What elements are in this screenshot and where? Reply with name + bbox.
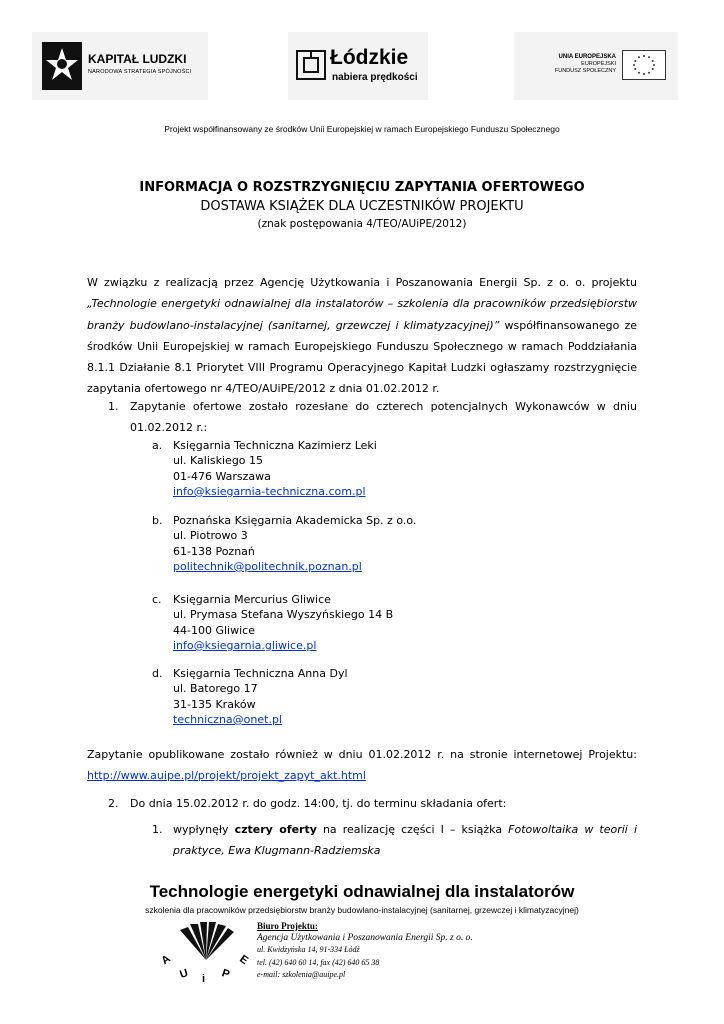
point2-number: 2. [108, 797, 119, 810]
auipe-letter-i: i [202, 973, 206, 985]
vendor-a-street: ul. Kaliskiego 15 [173, 454, 264, 468]
document-title: INFORMACJA O ROZSTRZYGNIĘCIU ZAPYTANIA OFERTOWEGO [139, 180, 585, 195]
project-office [257, 920, 473, 981]
intro-paragraph [87, 272, 637, 400]
auipe-emblem-icon [160, 918, 252, 988]
auipe-letter-p: P [220, 967, 232, 981]
lodzkie-name: Łódzkie [330, 46, 409, 69]
point1-line1: Zapytanie ofertowe zostało rozesłane do czterech potencjalnych Wykonawców w dniu [130, 400, 637, 413]
published-text: Zapytanie opublikowane zostało również w dniu 01.02.2012 r. na stronie internetowej Projektu: [87, 748, 637, 761]
vendor-a [173, 438, 377, 499]
vendor-a-name: Księgarnia Techniczna Kazimierz Leki [173, 439, 377, 452]
footer-project-subtitle: szkolenia dla pracowników przedsiębiorstw branży budowlano-instalacyjnej (sanitarnej, grzewczej i klimatyzacyjnej) [145, 905, 579, 915]
lodzkie-tagline: nabiera prędkości [332, 72, 418, 83]
vendor-b-email-link[interactable]: politechnik@politechnik.poznan.pl [173, 559, 362, 573]
auipe-letter-e: E [237, 952, 251, 968]
office-address: ul. Kwidzyńska 14, 91-334 Łódź [257, 945, 360, 955]
vendor-c-email-link[interactable]: info@ksiegarnia.gliwice.pl [173, 638, 317, 652]
point1-line2: 01.02.2012 r.: [130, 421, 208, 434]
project-url-link[interactable]: http://www.auipe.pl/projekt/projekt_zapyt_akt.html [87, 769, 366, 782]
vendor-a-email-link[interactable]: info@ksiegarnia-techniczna.com.pl [173, 484, 366, 498]
eu-flag-icon [622, 50, 666, 80]
point2-sub1-line1 [173, 819, 637, 840]
intro-project-name: „Technologie energetyki odnawialnej dla instalatorów – szkolenia dla pracowników przedsiębiorstw branży budowlano-instalacyjnej (sanitarnej, grzewczej i klimatyzacyjnej)” [87, 297, 637, 332]
point2-sub1-line2 [173, 840, 381, 861]
vendor-c-street: ul. Prymasa Stefana Wyszyńskiego 14 B [173, 608, 394, 622]
point2-text: Do dnia 15.02.2012 r. do godz. 14:00, tj. do terminu składania ofert: [130, 797, 507, 810]
kapital-ludzki-tagline: NARODOWA STRATEGIA SPÓJNOŚCI [88, 69, 192, 75]
vendor-c-letter: c. [152, 593, 162, 606]
kapital-ludzki-name: KAPITAŁ LUDZKI [88, 52, 187, 66]
point1-number: 1. [108, 400, 119, 413]
vendor-c [173, 592, 393, 653]
sub1-offers-count: cztery oferty [234, 823, 317, 836]
auipe-letter-a: A [159, 952, 173, 968]
sub1-book-title-part1: Fotowoltaika w teorii i [508, 823, 637, 836]
kapital-ludzki-star-icon [42, 42, 82, 90]
lodzkie-symbol-icon [296, 50, 326, 80]
sub1-mid: na realizację części I – książka [316, 823, 509, 836]
sub1-pre: wypłynęły [173, 823, 235, 836]
vendor-d-city: 31-135 Kraków [173, 697, 256, 711]
vendor-a-city: 01-476 Warszawa [173, 469, 271, 483]
lodzkie-logo [288, 32, 428, 100]
vendor-c-city: 44-100 Gliwice [173, 623, 255, 637]
sub1-book-title-part2: praktyce, Ewa Klugmann-Radziemska [173, 844, 381, 857]
vendor-b-name: Poznańska Księgarnia Akademicka Sp. z o.o. [173, 514, 417, 527]
kapital-ludzki-logo [32, 32, 208, 100]
vendor-d [173, 666, 348, 727]
auipe-letter-u: U [178, 967, 190, 981]
vendor-d-letter: d. [152, 667, 163, 680]
vendor-b-letter: b. [152, 514, 163, 527]
point2-sub1-number: 1. [152, 823, 163, 836]
footer-project-title: Technologie energetyki odnawialnej dla instalatorów [149, 882, 575, 901]
eu-logo [514, 32, 678, 100]
vendor-d-name: Księgarnia Techniczna Anna Dyl [173, 667, 348, 680]
header-logos [0, 0, 724, 110]
auipe-logo [160, 918, 252, 988]
vendor-c-name: Księgarnia Mercurius Gliwice [173, 593, 331, 606]
eu-text [555, 54, 616, 75]
office-company: Agencja Użytkowania i Poszanowania Energii Sp. z o. o. [257, 933, 473, 944]
eu-line3: FUNDUSZ SPOŁECZNY [554, 68, 616, 74]
intro-part2: współfinansowanego ze środków Unii Europejskiej w ramach Europejskiego Funduszu Społecznego w ramach Poddziałania 8.1.1 Działanie 8.1 Priorytet VIII Programu Operacyjnego Kapitał Ludzki ogłaszamy rozstrzygnięcie zapytania ofertowego nr 4/TEO/AUiPE/2012 z dnia 01.02.2012 r. [87, 318, 637, 396]
office-title: Biuro Projektu: [257, 921, 318, 931]
vendor-b-street: ul. Piotrowo 3 [173, 529, 248, 543]
office-phone: tel. (42) 640 60 14, fax (42) 640 65 38 [257, 957, 380, 967]
vendor-b [173, 513, 416, 574]
intro-part1: W związku z realizacją przez Agencję Użytkowania i Poszanowania Energii Sp. z o. o. projektu [87, 276, 637, 289]
eu-line2: EUROPEJSKI [581, 61, 616, 67]
office-email: e-mail: szkolenia@auipe.pl [257, 969, 346, 979]
vendor-b-city: 61-138 Poznań [173, 544, 255, 558]
document-subtitle: DOSTAWA KSIĄŻEK DLA UCZESTNIKÓW PROJEKTU [200, 199, 524, 214]
funding-note: Projekt współfinansowany ze środków Unii Europejskiej w ramach Europejskiego Funduszu Społecznego [164, 124, 560, 134]
vendor-d-street: ul. Batorego 17 [173, 682, 258, 696]
reference-number: (znak postępowania 4/TEO/AUiPE/2012) [257, 218, 467, 230]
vendor-a-letter: a. [152, 439, 163, 452]
vendor-d-email-link[interactable]: techniczna@onet.pl [173, 712, 282, 726]
eu-line1: UNIA EUROPEJSKA [558, 54, 616, 60]
